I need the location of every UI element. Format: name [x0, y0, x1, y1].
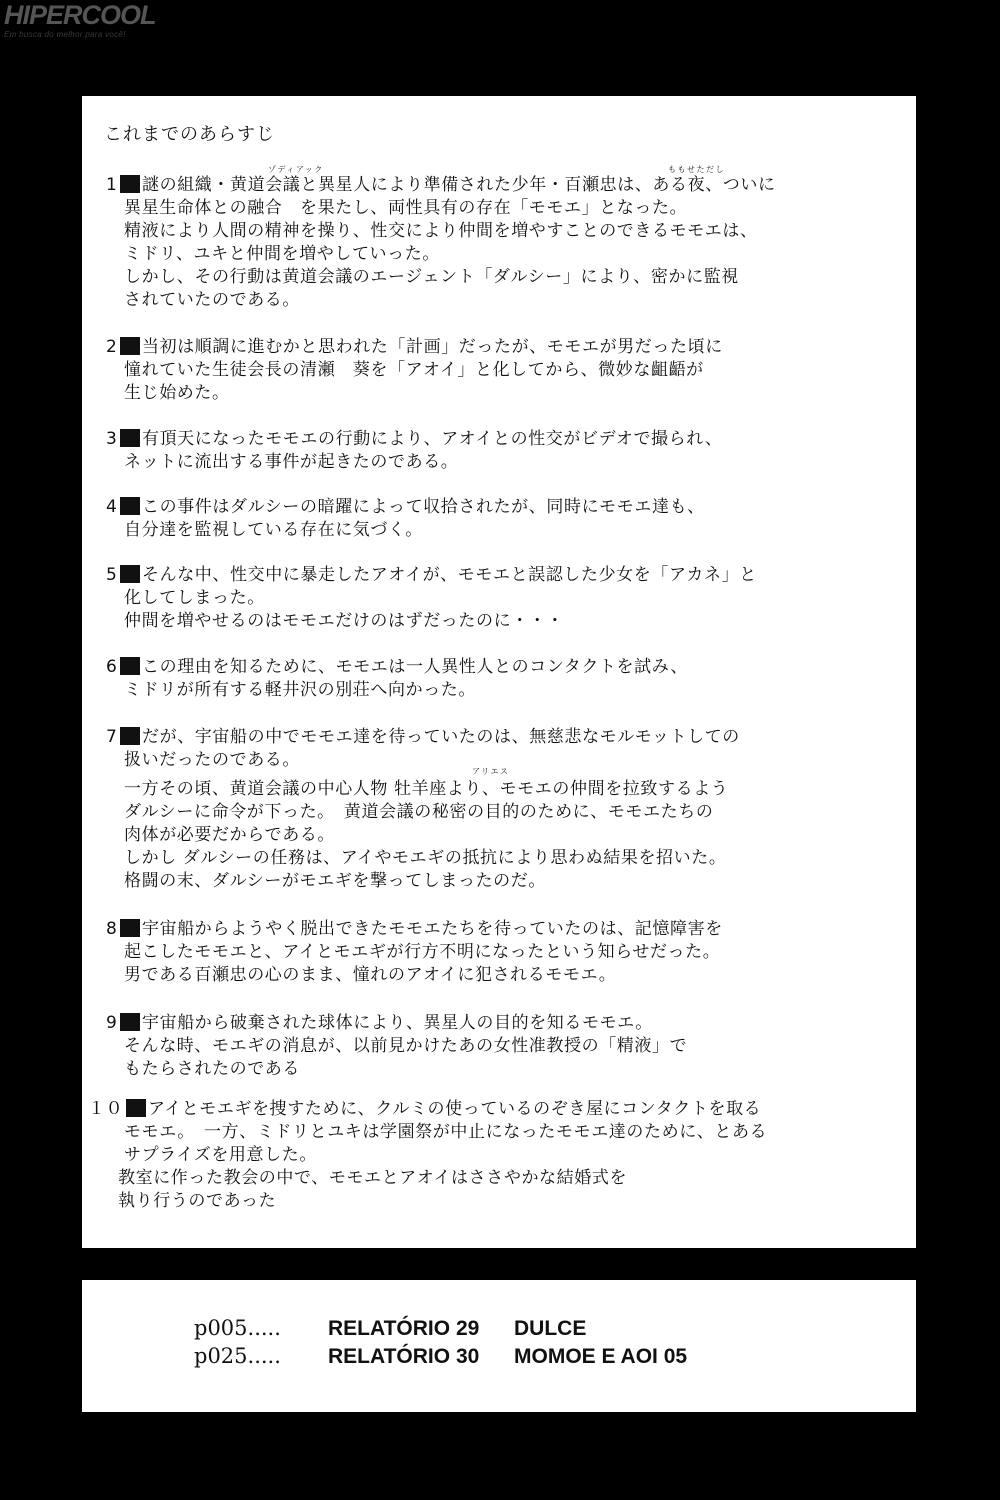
entry-line: モモエ。 一方、ミドリとユキは学園祭が中止になったモモエ達のために、とある: [124, 1122, 768, 1142]
synopsis-title: これまでのあらすじ: [104, 124, 275, 145]
toc-chapter-name: DULCE: [514, 1317, 587, 1340]
entry-line: そんな時、モエギの消息が、以前見かけたあの女性准教授の「精液」で: [124, 1036, 688, 1056]
entry-line: 憧れていた生徒会長の清瀬 葵を「アオイ」と化してから、微妙な齟齬が: [124, 360, 704, 380]
entry-line: 起こしたモモエと、アイとモエギが行方不明になったという知らせだった。: [124, 942, 721, 962]
synopsis-entry-8: [106, 918, 906, 987]
synopsis-entry-5: [106, 564, 906, 633]
logo-text: HIPERCOOL: [4, 0, 156, 30]
entry-number: 4: [106, 497, 118, 517]
synopsis-entry-6: [106, 656, 906, 702]
entry-line: 仲間を増やせるのはモモエだけのはずだったのに・・・: [124, 611, 564, 631]
synopsis-entry-4: [106, 496, 906, 542]
bullet-marker-icon: [120, 1013, 140, 1031]
entry-line: １０ アイとモエギを捜すために、クルミの使っているのぞき屋にコンタクトを取る: [88, 1099, 762, 1119]
entry-line: 化してしまった。: [124, 588, 265, 608]
entry-line: 2 当初は順調に進むかと思われた「計画」だったが、モモエが男だった頃に: [106, 337, 723, 357]
entry-line: サプライズを用意した。: [124, 1145, 317, 1165]
entry-line: 9 宇宙船から破棄された球体により、異星人の目的を知るモモエ。: [106, 1013, 653, 1033]
entry-line: ミドリ、ユキと仲間を増やしていった。: [124, 244, 440, 264]
toc-page-number: p025.....: [194, 1344, 281, 1368]
entry-line: 教室に作った教会の中で、モモエとアオイはささやかな結婚式を: [118, 1168, 628, 1188]
bullet-marker-icon: [126, 1099, 146, 1117]
entry-number: 9: [106, 1013, 118, 1033]
logo-tagline: Em busca do melhor para você!: [4, 30, 126, 39]
entry-line: 4 この事件はダルシーの暗躍によって収拾されたが、同時にモモエ達も、: [106, 497, 705, 517]
bullet-marker-icon: [120, 727, 140, 745]
synopsis-entry-10: [88, 1098, 906, 1213]
entry-line: 異星生命体との融合 を果たし、両性具有の存在「モモエ」となった。: [124, 198, 688, 218]
site-logo: [4, 2, 204, 38]
entry-line: 格闘の末、ダルシーがモエギを撃ってしまったのだ。: [124, 871, 546, 891]
ruby-annotation: ゾディアック: [268, 165, 324, 174]
entry-number: 6: [106, 657, 118, 677]
entry-line: ダルシーに命令が下った。 黄道会議の秘密の目的のために、モモエたちの: [124, 802, 714, 822]
toc-chapter-name: MOMOE E AOI 05: [514, 1345, 688, 1368]
synopsis-entry-1: [106, 165, 906, 312]
entry-line: 扱いだったのである。: [124, 750, 300, 770]
entry-line: 精液により人間の精神を操り、性交により仲間を増やすことのできるモモエは、: [124, 221, 758, 241]
entry-line: 6 この理由を知るために、モモエは一人異性人とのコンタクトを試み、: [106, 657, 688, 677]
bullet-marker-icon: [120, 497, 140, 515]
entry-number: 1: [106, 175, 118, 195]
synopsis-entry-9: [106, 1012, 906, 1081]
bullet-marker-icon: [120, 919, 140, 937]
bullet-marker-icon: [120, 565, 140, 583]
entry-line: 1 謎の組織・黄道会議と異星人により準備された少年・百瀬忠は、ある夜、ついに: [106, 175, 776, 195]
entry-line: されていたのである。: [124, 290, 300, 310]
entry-number: 3: [106, 429, 118, 449]
entry-number: 5: [106, 565, 118, 585]
entry-line: 7 だが、宇宙船の中でモモエ達を待っていたのは、無慈悲なモルモットしての: [106, 727, 740, 747]
synopsis-entry-7: [106, 726, 906, 893]
entry-line: 生じ始めた。: [124, 383, 230, 403]
toc-row: [194, 1316, 586, 1341]
entry-line: 自分達を監視している存在に気づく。: [124, 520, 423, 540]
bullet-marker-icon: [120, 337, 140, 355]
entry-line: 5 そんな中、性交中に暴走したアオイが、モモエと誤認した少女を「アカネ」と: [106, 565, 757, 585]
entry-line: しかし、その行動は黄道会議のエージェント「ダルシー」により、密かに監視: [124, 267, 739, 287]
entry-number: １０: [88, 1099, 124, 1119]
entry-line: 一方その頃、黄道会議の中心人物 牡羊座より、モモエの仲間を拉致するよう: [124, 779, 729, 799]
entry-line: 執り行うのであった: [118, 1191, 277, 1211]
toc-page-number: p005.....: [194, 1316, 281, 1340]
synopsis-entry-3: [106, 428, 906, 474]
entry-number: 7: [106, 727, 118, 747]
ruby-annotation: アリエス: [472, 767, 510, 776]
toc-report: RELATÓRIO 30: [328, 1345, 480, 1368]
entry-line: 3 有頂天になったモモエの行動により、アオイとの性交がビデオで撮られ、: [106, 429, 723, 449]
entry-line: 肉体が必要だからである。: [124, 825, 336, 845]
toc-report: RELATÓRIO 29: [328, 1317, 480, 1340]
bullet-marker-icon: [120, 657, 140, 675]
bullet-marker-icon: [120, 175, 140, 193]
entry-number: 2: [106, 337, 118, 357]
entry-number: 8: [106, 919, 118, 939]
synopsis-entry-2: [106, 336, 906, 405]
bullet-marker-icon: [120, 429, 140, 447]
entry-line: ネットに流出する事件が起きたのである。: [124, 452, 459, 472]
ruby-annotation: ももせただし: [668, 165, 725, 174]
entry-line: 男である百瀬忠の心のまま、憧れのアオイに犯されるモモエ。: [124, 965, 617, 985]
entry-line: ミドリが所有する軽井沢の別荘へ向かった。: [124, 680, 476, 700]
synopsis-panel: [82, 96, 916, 1248]
toc-row: [194, 1344, 687, 1369]
entry-line: しかし ダルシーの任務は、アイやモエギの抵抗により思わぬ結果を招いた。: [124, 848, 727, 868]
table-of-contents: [82, 1280, 916, 1412]
entry-line: 8 宇宙船からようやく脱出できたモモエたちを待っていたのは、記憶障害を: [106, 919, 723, 939]
entry-line: もたらされたのである: [124, 1059, 300, 1079]
